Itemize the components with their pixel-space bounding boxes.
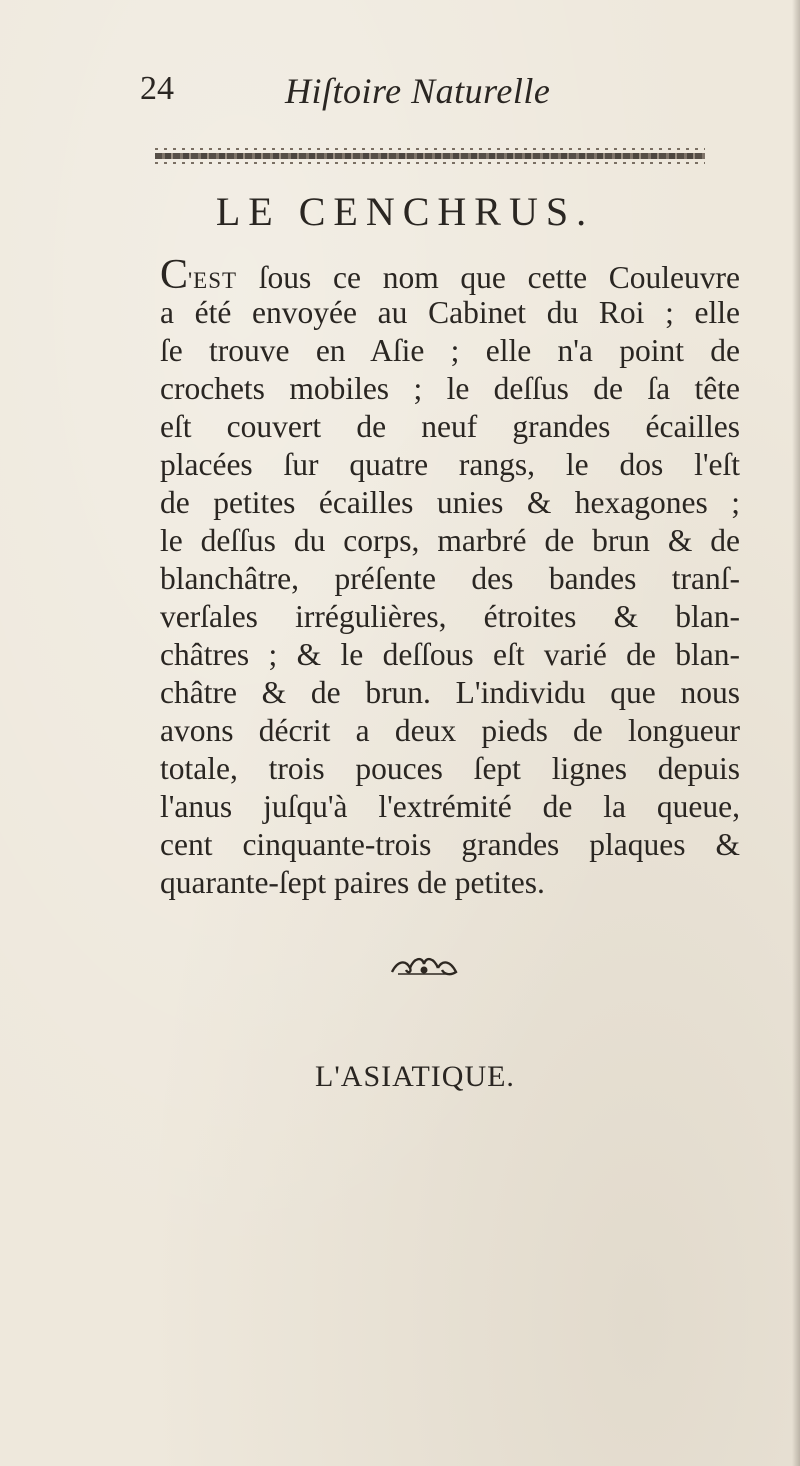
article-line: blanchâtre, préſente des bandes tranſ- (160, 561, 740, 596)
article-line: placées ſur quatre rangs, le dos l'eſt (160, 447, 740, 482)
ornament-edge-bottom (155, 162, 705, 164)
article-line: le deſſus du corps, marbré de brun & de (160, 523, 740, 558)
ornament-bar (155, 153, 705, 159)
article-line: totale, trois pouces ſept lignes depuis (160, 751, 740, 786)
ornament-edge-top (155, 148, 705, 150)
article-line: crochets mobiles ; le deſſus de ſa tête (160, 371, 740, 406)
section-title: LE CENCHRUS. (215, 189, 595, 234)
article-line: ſe trouve en Aſie ; elle n'a point de (160, 333, 740, 368)
running-title: Hiſtoire Naturelle (285, 71, 551, 111)
article-line-first (160, 252, 740, 298)
article-line: avons décrit a deux pieds de longueur (160, 713, 740, 748)
drop-cap: C (160, 252, 189, 298)
article-body (160, 252, 740, 902)
article-line: cent cinquante-trois grandes plaques & (160, 827, 740, 862)
article-line: eſt couvert de neuf grandes écailles (160, 409, 740, 444)
small-caps-word: 'EST (188, 268, 238, 293)
next-section-title: L'ASIATIQUE. (315, 1060, 515, 1093)
running-head (140, 70, 700, 120)
article-line: a été envoyée au Cabinet du Roi ; elle (160, 295, 740, 330)
page-number: 24 (140, 70, 174, 107)
article-line: de petites écailles unies & hexagones ; (160, 485, 740, 520)
article-line-last: quarante-ſept paires de petites. (160, 865, 545, 900)
article-line: châtre & de brun. L'individu que nous (160, 675, 740, 710)
article-line: verſales irrégulières, étroites & blan- (160, 599, 740, 634)
ornamental-rule (155, 146, 705, 166)
first-line-text: ſous ce nom que cette Couleuvre (237, 260, 740, 295)
fleuron-ornament (388, 952, 460, 978)
article-line: châtres ; & le deſſous eſt varié de blan- (160, 637, 740, 672)
article-line: l'anus juſqu'à l'extrémité de la queue, (160, 789, 740, 824)
